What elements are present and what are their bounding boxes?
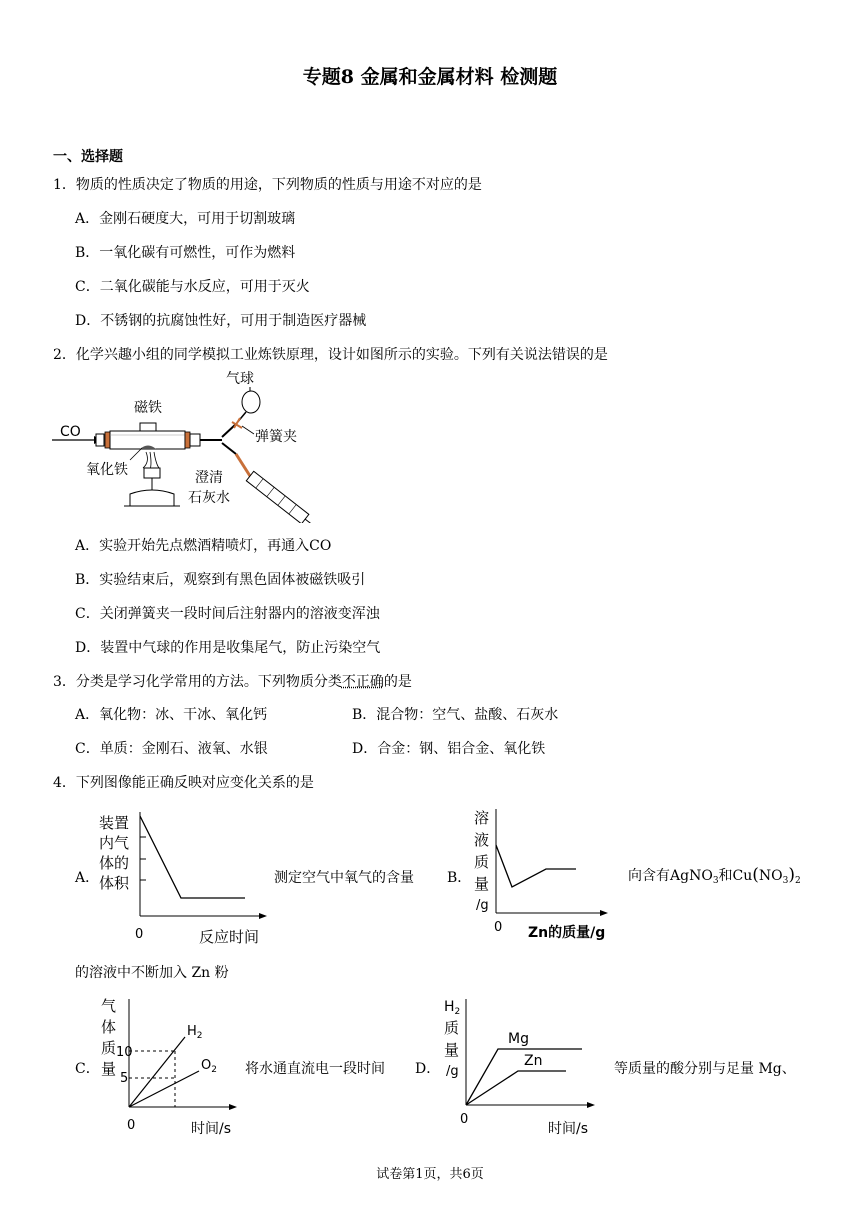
q4-b-desc: 向含有AgNO$_3$和$Cu(NO_3)_2$ (628, 865, 801, 886)
graph-c-xlabel: 时间/s (191, 1121, 232, 1137)
q2-apparatus-figure (50, 368, 320, 523)
q3-option-b: B．混合物：空气、盐酸、石灰水 (352, 707, 559, 723)
clamp-label: 弹簧夹 (255, 429, 297, 445)
q2-option-a: A．实验开始先点燃酒精喷灯，再通入CO (75, 538, 332, 554)
q4-d-label: D． (415, 1061, 441, 1077)
q4-c-label: C． (75, 1061, 100, 1077)
graph-a-ylabel-1: 装置 (99, 814, 130, 832)
q1-stem: 1．物质的性质决定了物质的用途，下列物质的性质与用途不对应的是 (53, 177, 482, 193)
q1-option-a: A．金刚石硬度大，可用于切割玻璃 (75, 211, 296, 227)
page-title: 专题8 金属和金属材料 检测题 (302, 66, 558, 88)
graph-b-origin: 0 (494, 920, 503, 935)
q3-stem: 3．分类是学习化学常用的方法。下列物质分类不正确的是 (53, 674, 412, 690)
graph-d-zn-curve (466, 1071, 566, 1105)
q4-a-desc: 测定空气中氧气的含量 (274, 870, 414, 886)
q4-b-desc-cont: 的溶液中不断加入 Zn 粉 (75, 965, 229, 981)
graph-d-ylabel-2: 量 (444, 1041, 460, 1059)
graph-d-ylabel-3: /g (446, 1064, 459, 1079)
graph-c-o2-line (129, 1071, 199, 1107)
graph-c-h2-line (129, 1037, 185, 1107)
flame (143, 452, 159, 470)
page-footer: 试卷第1页，共6页 (376, 1167, 484, 1182)
burner-head (144, 468, 160, 478)
graph-c-ylabel-2: 体 (101, 1018, 117, 1036)
iron-oxide-label: 氧化铁 (86, 462, 128, 478)
section-heading: 一、选择题 (53, 149, 123, 165)
limewater-label-2: 石灰水 (188, 490, 230, 506)
balloon-label: 气球 (226, 371, 254, 387)
q2-option-d: D．装置中气球的作用是收集尾气，防止污染空气 (75, 640, 381, 656)
graph-c-origin: 0 (127, 1118, 136, 1133)
magnet (140, 423, 156, 431)
graph-c-h2-label: $H_2$ (187, 1024, 203, 1041)
limewater-label-1: 澄清 (195, 470, 223, 486)
q4-graph-b (468, 805, 613, 945)
q2-option-c: C．关闭弹簧夹一段时间后注射器内的溶液变浑浊 (75, 606, 380, 622)
graph-b-ylabel-3: 质 (474, 853, 490, 871)
graph-b-ylabel-4: 量 (474, 875, 490, 893)
q2-stem: 2．化学兴趣小组的同学模拟工业炼铁原理，设计如图所示的实验。下列有关说法错误的是 (53, 347, 608, 363)
graph-c-ylabel-4: 量 (101, 1060, 117, 1078)
graph-d-mg-label: Mg (508, 1031, 529, 1047)
graph-c-o2-label: $O_2$ (201, 1058, 217, 1075)
q4-a-label: A． (75, 870, 100, 886)
q1-option-c: C．二氧化碳能与水反应，可用于灭火 (75, 279, 310, 295)
left-stopper-band (105, 432, 110, 448)
graph-d-ylabel-top: $H_2$ (444, 999, 461, 1017)
right-stopper (190, 434, 200, 446)
balloon (242, 391, 260, 413)
graph-a-curve (140, 816, 245, 898)
graph-d-ylabel-1: 质 (444, 1019, 460, 1037)
q4-graph-d (436, 995, 601, 1137)
q2-option-b: B．实验结束后，观察到有黑色固体被磁铁吸引 (75, 572, 366, 588)
graph-a-xlabel: 反应时间 (199, 928, 260, 946)
graph-c-ylabel-1: 气 (101, 997, 117, 1015)
right-stopper-band (185, 432, 190, 448)
q3-option-c: C．单质：金刚石、液氧、水银 (75, 741, 268, 757)
q3-option-a: A．氧化物：冰、干冰、氧化钙 (75, 707, 268, 723)
burner-base (130, 490, 174, 506)
graph-d-zn-label: Zn (524, 1053, 543, 1069)
q3-emphasis: 不正确 (341, 674, 384, 690)
graph-c-ylabel-3: 质 (101, 1039, 117, 1057)
co-label: CO (60, 424, 81, 440)
q1-option-b: B．一氧化碳有可燃性，可作为燃料 (75, 245, 296, 261)
graph-d-xlabel: 时间/s (548, 1121, 589, 1137)
q3-option-d: D．合金：钢、铝合金、氧化铁 (352, 741, 546, 757)
magnet-label: 磁铁 (134, 400, 162, 416)
q4-graph-c (95, 995, 245, 1137)
graph-b-ylabel-5: /g (476, 898, 489, 913)
q4-c-desc: 将水通直流电一段时间 (245, 1061, 385, 1077)
graph-b-xlabel: Zn的质量/g (528, 925, 606, 941)
q4-graph-a (95, 808, 270, 950)
graph-b-curve (496, 845, 576, 887)
graph-a-ylabel-2: 内气 (99, 834, 130, 852)
graph-b-ylabel-2: 液 (474, 831, 490, 849)
q1-option-d: D．不锈钢的抗腐蚀性好，可用于制造医疗器械 (75, 313, 367, 329)
q4-d-desc: 等质量的酸分别与足量 Mg、 (614, 1061, 796, 1077)
graph-c-tick-10: 10 (116, 1045, 133, 1060)
q4-b-label: B． (447, 870, 472, 886)
graph-a-ylabel-3: 体的 (99, 854, 130, 872)
left-stopper (96, 434, 104, 446)
graph-b-ylabel-1: 溶 (474, 809, 490, 827)
graph-a-ylabel-4: 体积 (99, 874, 130, 892)
y-junction (222, 424, 236, 454)
graph-d-origin: 0 (460, 1112, 469, 1127)
syringe (245, 470, 320, 523)
graph-c-tick-5: 5 (120, 1071, 129, 1086)
graph-a-origin: 0 (135, 927, 144, 942)
q4-stem: 4．下列图像能正确反映对应变化关系的是 (53, 775, 314, 791)
